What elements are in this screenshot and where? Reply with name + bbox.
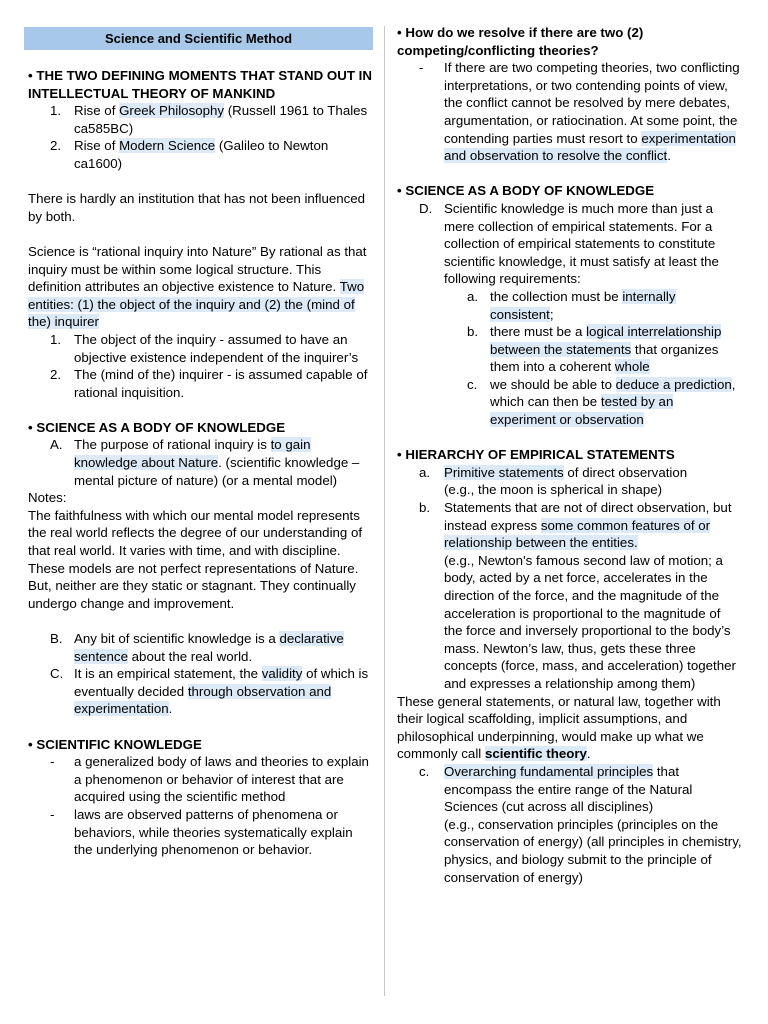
paragraph-text: . [586,746,591,762]
item-text: the collection must be [490,288,623,304]
list-item [397,59,742,165]
item-text: If there are two competing theories, two conflicting interpretations, or two contending points of view, the conflict cannot be resolved by mere debates, argumentation, or ratiocination. At some point, the contending parties must resort to [444,60,740,146]
item-text: Rise of [74,103,120,119]
item-text: of which is eventually decided [74,666,369,699]
item-text: . (scientific knowledge – mental picture of nature) (or a mental model) [74,455,360,488]
item-text: It is an empirical statement, the [74,666,262,682]
item-text: laws are observed patterns of phenomena or behaviors, while theories systematically explain the underlying phenomenon or behavior. [74,806,353,858]
highlight: Modern Science [119,138,216,154]
sub-list-item [397,288,742,323]
highlight: through observation and experimentation [74,683,332,717]
list-item [28,753,372,806]
list-item [28,331,372,366]
list-number: 2. [50,138,62,154]
list-dash: - [50,754,55,770]
list-letter: A. [50,437,63,453]
section-heading-body-of-knowledge: • SCIENCE AS A BODY OF KNOWLEDGE [397,183,655,199]
list-letter: b. [467,324,479,340]
highlight: Overarching fundamental principles [444,763,654,779]
example-text: (e.g., Newton's famous second law of motion; a body, acted by a net force, accelerates in the direction of the force, and the magnitude of the acceleration is proportional to the magnitude of the force and inversely proportional to the body’s mass. Newton’s law, thus, gets these three concepts (force, mass, and acceleration) together and expresses a relationship among them) [444,552,736,691]
list-letter: c. [419,763,430,779]
item-text: The purpose of rational inquiry is [74,437,271,453]
highlight: internally consistent [490,288,676,322]
item-text: Any bit of scientific knowledge is a [74,631,280,646]
paragraph-text: These general statements, or natural law, together with their logical scaffolding, implicit assumptions, and philosophical underpinning, would make up what we commonly call [397,693,721,762]
list-item [397,464,742,499]
notes-label: Notes: [28,490,67,506]
right-column [397,24,742,886]
section-heading-hierarchy: • HIERARCHY OF EMPIRICAL STATEMENTS [397,447,675,463]
highlight: validity [261,666,303,682]
highlight: some common features of or relationship between the entities. [444,517,711,551]
list-item [28,366,372,401]
list-dash: - [419,60,424,76]
item-text: ; [549,306,554,322]
list-letter: a. [419,464,431,480]
highlight-bold: scientific theory [484,746,587,762]
highlight: declarative sentence [74,631,344,664]
list-item [28,102,372,137]
item-text: of direct observation [563,464,688,480]
list-letter: D. [419,200,433,216]
item-text: we should be able to [490,376,616,392]
list-item [28,665,372,718]
highlight: tested by an experiment or observation [490,394,674,428]
item-text: about the real world. [127,648,253,664]
list-number: 1. [50,331,62,347]
list-number: 2. [50,367,62,383]
section-heading-body-of-knowledge: • SCIENCE AS A BODY OF KNOWLEDGE [28,419,286,435]
list-letter: B. [50,631,63,646]
page-title: Science and Scientific Method [24,27,373,50]
highlight: experimentation and observation to resolve the conflict [444,130,736,164]
item-text: Rise of [74,138,120,154]
list-letter: b. [419,500,431,516]
item-text: that organizes them into a coherent [490,341,719,375]
paragraph [397,693,742,763]
list-number: 1. [50,103,62,119]
list-item [28,806,372,859]
list-dash: - [50,806,55,822]
highlight: Two entities: (1) the object of the inquiry and (2) the (mind of the) inquirer [28,279,365,330]
item-text: Statements that are not of direct observation, but instead express [444,500,732,533]
paragraph-text: Science is “rational inquiry into Nature” By rational as that inquiry must be within some logical structure. This definition attributes an objective existence to Nature. [28,243,367,295]
left-column [28,67,372,859]
item-text: there must be a [490,324,587,340]
list-item [397,499,742,693]
highlight: deduce a prediction [615,376,732,392]
section-heading-competing-theories: • How do we resolve if there are two (2) competing/conflicting theories? [397,25,644,58]
list-item [397,763,742,886]
item-text: The object of the inquiry - assumed to have an objective existence independent of the inquirer’s [74,331,359,365]
highlight: to gain knowledge about Nature [74,437,311,471]
paragraph: These models are not perfect representations of Nature. But, neither are they static or stagnant. They continually undergo change and improvement. [28,560,359,611]
item-text: , which can then be [490,376,736,410]
highlight: whole [614,359,650,375]
highlight: Primitive statements [444,464,564,480]
sub-list-item [397,323,742,376]
list-letter: C. [50,666,64,682]
highlight: logical interrelationship between the statements [490,324,722,357]
paragraph: The faithfulness with which our mental model represents the real world reflects the degree of our understanding of that real world. It varies with time, and with discipline. [28,507,363,559]
section-heading-scientific-knowledge: • SCIENTIFIC KNOWLEDGE [28,736,202,752]
paragraph: There is hardly an institution that has not been influenced by both. [28,191,366,224]
item-text: . [168,701,173,717]
list-item [28,137,372,172]
list-letter: c. [467,376,478,392]
list-item [397,200,742,288]
item-text: (Galileo to Newton ca1600) [74,138,329,171]
list-item [28,630,372,665]
list-letter: a. [467,288,479,304]
item-text: that encompass the entire range of the Natural Sciences (cut across all disciplines) [444,763,693,815]
item-text: . [667,148,671,164]
column-divider [384,26,385,996]
item-text: (Russell 1961 to Thales ca585BC) [74,103,368,136]
sub-list-item [397,376,742,429]
highlight: Greek Philosophy [119,103,225,119]
item-text: The (mind of the) inquirer - is assumed capable of rational inquisition. [74,367,368,400]
list-item [28,436,372,489]
paragraph [28,243,372,331]
item-text: Scientific knowledge is much more than just a mere collection of empirical statements. For a collection of empirical statements to constitute scientific knowledge, it must satisfy at least the following requirements: [444,200,719,287]
item-text: a generalized body of laws and theories to explain a phenomenon or behavior of interest that are acquired using the scientific method [74,754,369,805]
example-text: (e.g., the moon is spherical in shape) [444,482,663,498]
example-text: (e.g., conservation principles (principles on the conservation of energy) (all principles in chemistry, physics, and biology submit to the principle of conservation of energy) [444,816,742,885]
section-heading-defining-moments: • THE TWO DEFINING MOMENTS THAT STAND OUT IN INTELLECTUAL THEORY OF MANKIND [28,68,372,101]
